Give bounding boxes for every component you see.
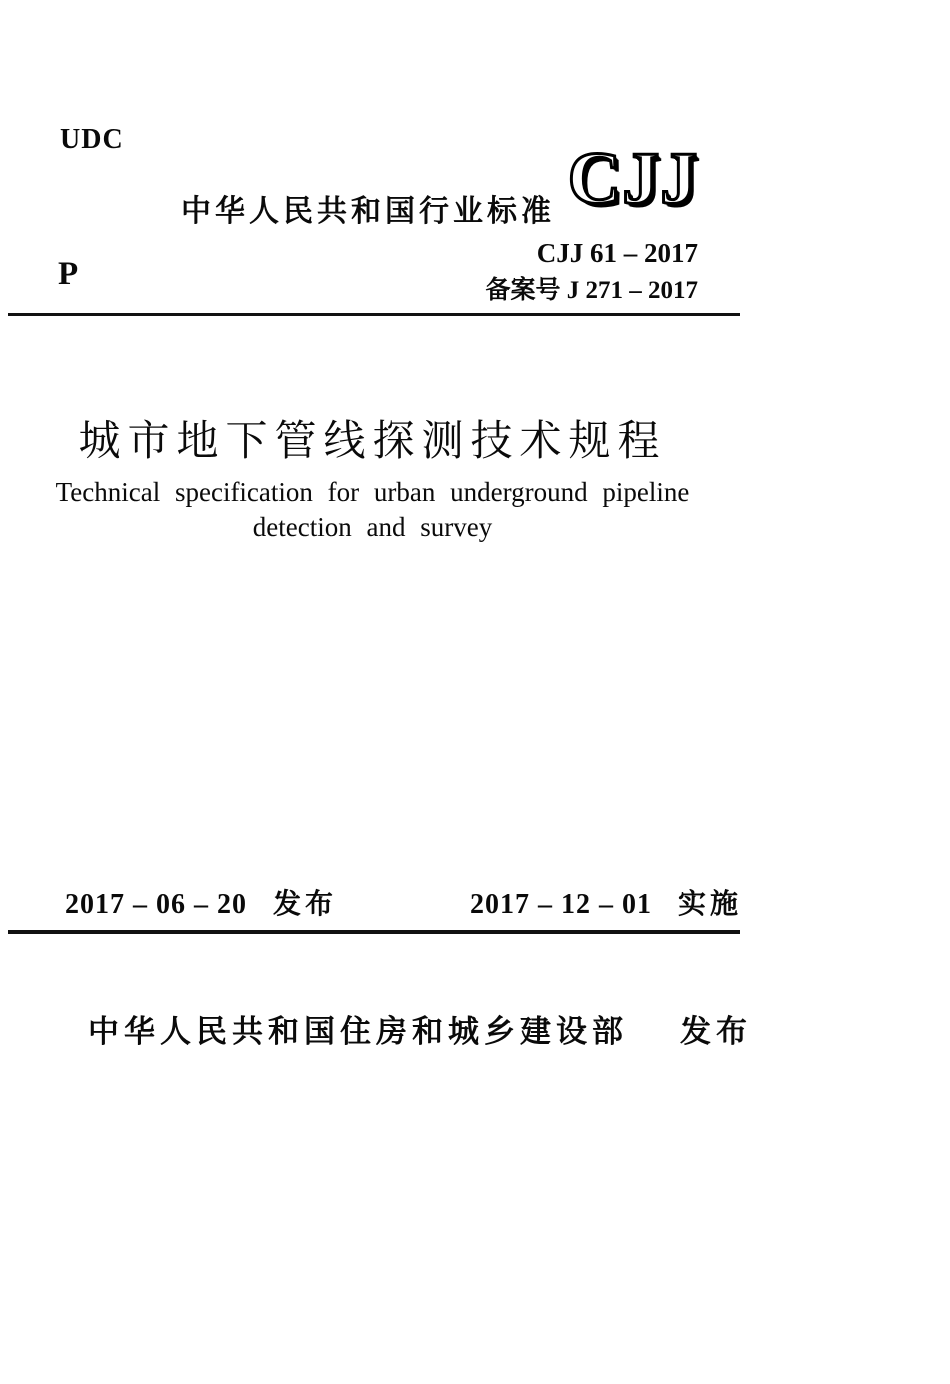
standard-type-heading: 中华人民共和国行业标准	[181, 195, 555, 228]
issue-date-label: 发布	[273, 888, 338, 919]
publisher-name: 中华人民共和国住房和城乡建设部	[88, 1014, 628, 1049]
record-number: 备案号 J 271 – 2017	[485, 277, 698, 304]
publisher-action-label: 发布	[680, 1014, 752, 1049]
top-divider-rule	[8, 313, 740, 316]
publisher-row	[88, 1006, 752, 1051]
effective-date: 2017 – 12 – 01	[470, 889, 652, 920]
document-title-chinese: 城市地下管线探测技术规程	[78, 419, 667, 465]
issue-date: 2017 – 06 – 20	[65, 889, 247, 920]
issue-date-group	[65, 882, 337, 922]
udc-label: UDC	[60, 124, 124, 155]
document-title-english-line1: Technical specification for urban underground pipeline	[55, 477, 690, 507]
document-title-english-line2: detection and survey	[252, 512, 493, 542]
cjj-logo: CJJ	[567, 138, 699, 220]
effective-date-label: 实施	[678, 888, 743, 919]
standard-number: CJJ 61 – 2017	[536, 238, 698, 268]
bottom-divider-rule	[8, 930, 740, 934]
dates-row	[0, 882, 745, 920]
classification-code: P	[58, 256, 79, 292]
effective-date-group	[470, 882, 742, 922]
